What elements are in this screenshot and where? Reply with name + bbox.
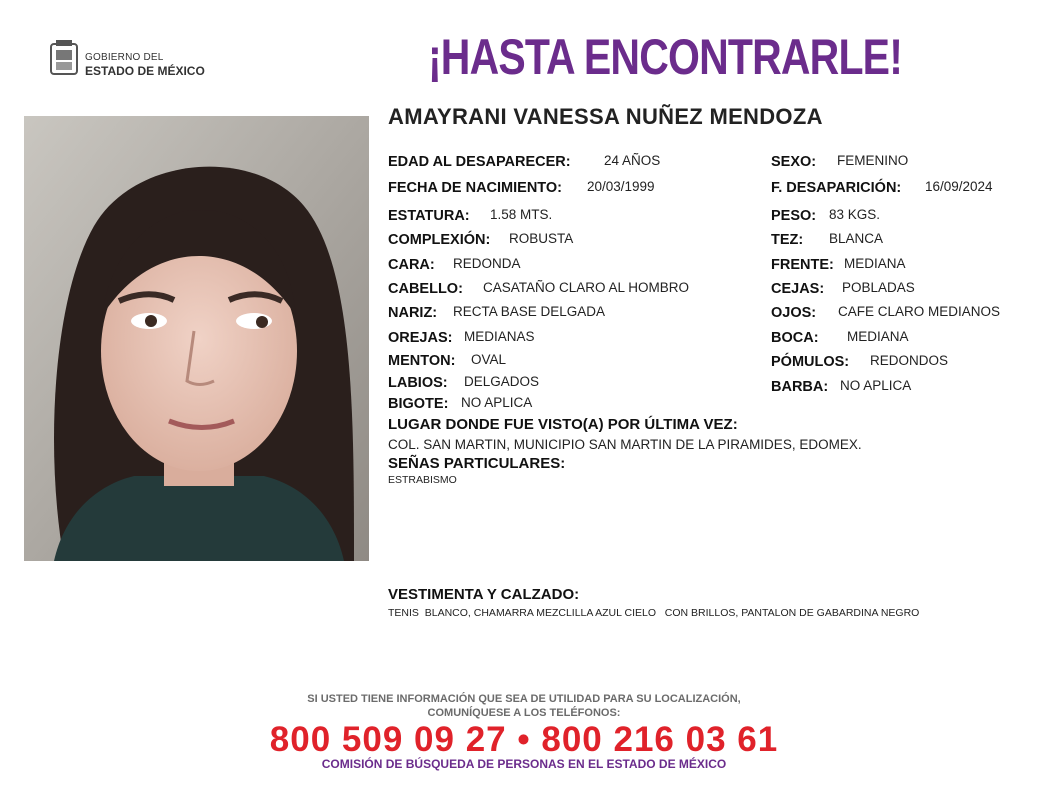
field-label: BOCA: [771,330,819,346]
field-value: 1.58 MTS. [490,207,553,222]
field-height [388,207,553,225]
field-value: FEMENINO [837,153,909,168]
field-value: DELGADOS [464,374,540,389]
field-value: MEDIANA [847,329,909,344]
field-value: REDONDOS [870,353,949,368]
field-disappearance-date [771,179,993,197]
contact-info-line2: COMUNÍQUESE A LOS TELÉFONOS: [427,707,621,719]
contact-info-line1: SI USTED TIENE INFORMACIÓN QUE SEA DE UTILIDAD PARA SU LOCALIZACIÓN, [307,693,741,705]
logo-text-line1: GOBIERNO DEL [85,52,164,63]
field-forehead [771,256,906,274]
field-lips [388,374,540,392]
field-label: F. DESAPARICIÓN: [771,180,902,196]
field-label: FECHA DE NACIMIENTO: [388,180,562,196]
field-label: LABIOS: [388,375,448,391]
field-value: BLANCA [829,231,884,246]
field-label: CABELLO: [388,281,463,297]
field-beard [771,378,912,396]
field-value: CAFE CLARO MEDIANOS [838,304,1001,319]
field-value: NO APLICA [840,378,912,393]
field-value: OVAL [471,352,507,367]
headline: ¡HASTA ENCONTRARLE! [427,29,903,85]
field-chin [388,352,507,370]
field-value: CASATAÑO CLARO AL HOMBRO [483,280,690,295]
field-nose [388,304,606,322]
field-value: 16/09/2024 [925,179,993,194]
field-label: PÓMULOS: [771,354,850,370]
clothing-label: VESTIMENTA Y CALZADO: [388,586,580,603]
field-complexion [771,231,884,249]
field-label: MENTON: [388,353,456,369]
field-label: OJOS: [771,305,817,321]
field-ears [388,329,535,347]
phone-number-2[interactable]: 800 216 03 61 [541,720,779,759]
field-eyes [771,304,1001,322]
field-value: REDONDA [453,256,521,271]
field-hair [388,280,690,298]
field-eyebrows [771,280,915,298]
field-label: BARBA: [771,379,829,395]
field-label: EDAD AL DESAPARECER: [388,154,571,170]
field-value: MEDIANA [844,256,906,271]
commission-name: COMISIÓN DE BÚSQUEDA DE PERSONAS EN EL ESTADO DE MÉXICO [321,757,727,771]
field-value: RECTA BASE DELGADA [453,304,606,319]
field-build [388,231,574,249]
field-weight [771,207,881,225]
field-mustache [388,395,533,413]
particular-signs-value: ESTRABISMO [388,474,457,486]
field-value: NO APLICA [461,395,533,410]
government-logo [48,38,208,80]
field-label: TEZ: [771,232,804,248]
field-sex [771,153,909,171]
person-name: AMAYRANI VANESSA NUÑEZ MENDOZA [388,104,823,129]
field-label: FRENTE: [771,257,834,273]
phone-numbers [0,720,1048,760]
state-seal-icon [48,38,80,78]
field-value: 24 AÑOS [604,153,661,168]
field-value: POBLADAS [842,280,915,295]
field-label: BIGOTE: [388,396,449,412]
field-face [388,256,521,274]
particular-signs-label: SEÑAS PARTICULARES: [388,455,566,472]
field-value: ROBUSTA [509,231,574,246]
contact-info [0,692,1048,720]
field-label: CARA: [388,257,435,273]
field-label: OREJAS: [388,330,453,346]
field-birthdate [388,179,655,197]
field-value: MEDIANAS [464,329,535,344]
field-cheekbones [771,353,949,371]
field-label: ESTATURA: [388,208,470,224]
phone-number-1[interactable]: 800 509 09 27 [269,720,507,759]
field-label: CEJAS: [771,281,825,297]
phone-separator: • [517,720,531,759]
logo-text-line2: ESTADO DE MÉXICO [85,64,205,78]
field-value: 20/03/1999 [587,179,655,194]
person-photo [24,116,369,561]
field-label: PESO: [771,208,817,224]
field-label: NARIZ: [388,305,438,321]
last-seen-label: LUGAR DONDE FUE VISTO(A) POR ÚLTIMA VEZ: [388,416,738,433]
field-mouth [771,329,909,347]
field-label: SEXO: [771,154,817,170]
field-label: COMPLEXIÓN: [388,232,491,248]
field-value: 83 KGS. [829,207,881,222]
clothing-value: TENIS BLANCO, CHAMARRA MEZCLILLA AZUL CIELO CON BRILLOS, PANTALON DE GABARDINA NEGRO [388,607,920,619]
last-seen-value: COL. SAN MARTIN, MUNICIPIO SAN MARTIN DE LA PIRAMIDES, EDOMEX. [388,437,862,452]
field-age [388,153,661,171]
